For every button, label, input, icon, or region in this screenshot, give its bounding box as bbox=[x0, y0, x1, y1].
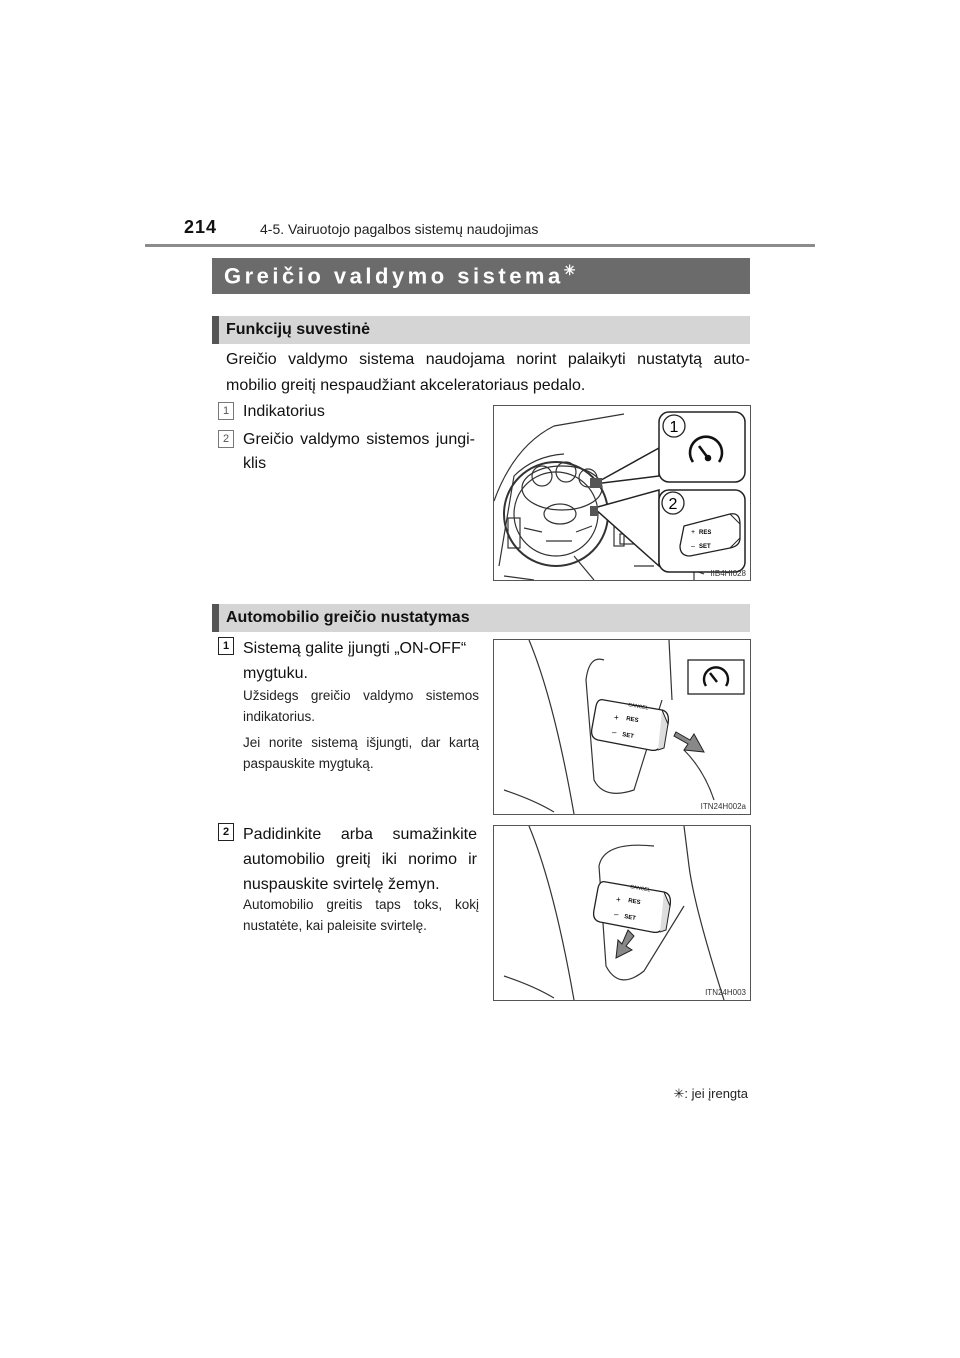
footnote bbox=[674, 1086, 749, 1102]
down-arrow-icon bbox=[616, 930, 634, 958]
svg-text:–: – bbox=[614, 910, 619, 919]
main-title-bar bbox=[212, 258, 750, 294]
svg-text:RES: RES bbox=[627, 898, 641, 907]
setting-heading: Automobilio greičio nustatymas bbox=[226, 609, 470, 626]
footnote-text: : jei įrengta bbox=[684, 1086, 748, 1101]
setting-heading-bar bbox=[212, 604, 750, 632]
step-2-text: Padidinkite arba sumažinkite automobilio greitį iki norimo ir nuspauskite svirtelę žemyn. bbox=[243, 826, 477, 893]
dashboard-illustration bbox=[494, 406, 750, 580]
figure-code: ITN24H003 bbox=[705, 988, 746, 997]
on-off-figure bbox=[493, 639, 751, 815]
summary-heading: Funkcijų suvestinė bbox=[226, 321, 371, 338]
summary-heading-bar bbox=[212, 316, 750, 344]
cruise-lever bbox=[594, 882, 671, 933]
svg-text:RES: RES bbox=[699, 530, 712, 536]
svg-text:CANCEL: CANCEL bbox=[629, 884, 651, 894]
page-title: Greičio valdymo sistema bbox=[224, 263, 564, 289]
svg-text:+: + bbox=[614, 713, 619, 722]
set-speed-illustration bbox=[494, 826, 750, 1000]
item-number-2: 2 bbox=[218, 430, 234, 448]
page-number: 214 bbox=[184, 217, 218, 237]
svg-text:+: + bbox=[691, 529, 696, 536]
header-divider bbox=[145, 244, 815, 247]
svg-text:CANCEL: CANCEL bbox=[627, 702, 649, 712]
figure-code: IIB4HI028 bbox=[710, 569, 746, 578]
step-1-text: Sistemą galite įjungti „ON-OFF“ mygtuku. bbox=[243, 640, 467, 682]
set-speed-figure bbox=[493, 825, 751, 1001]
callout-1: 1 bbox=[669, 419, 679, 436]
svg-text:+: + bbox=[616, 895, 621, 904]
step-number-1: 1 bbox=[218, 637, 234, 655]
svg-text:–: – bbox=[612, 728, 617, 737]
on-off-illustration bbox=[494, 640, 750, 814]
step-2-note-1: Automobilio greitis taps toks, kokį nustatėte, kai paleisite svirtelę. bbox=[243, 897, 479, 933]
step-1-note-1: Užsidegs greičio valdymo sistemos indikatorius. bbox=[243, 688, 479, 724]
press-arrow-icon bbox=[674, 732, 704, 752]
item-label-indicator: Indikatorius bbox=[243, 403, 325, 420]
item-number-1: 1 bbox=[218, 402, 234, 420]
cruise-lever bbox=[592, 700, 669, 751]
item-label-switch: Greičio valdymo sistemos jungi-klis bbox=[243, 431, 475, 472]
figure-code: ITN24H002a bbox=[700, 802, 746, 811]
step-number-2: 2 bbox=[218, 823, 234, 841]
summary-intro: Greičio valdymo sistema naudojama norint palaikyti nustatytą auto-mobilio greitį nespaudžiant akceleratoriaus pedalo. bbox=[226, 351, 750, 394]
svg-text:SET: SET bbox=[623, 914, 637, 922]
equipment-mark: ✳ bbox=[563, 262, 576, 278]
step-1-note-2: Jei norite sistemą išjungti, dar kartą paspauskite mygtuką. bbox=[243, 735, 479, 771]
callout-2: 2 bbox=[668, 496, 678, 513]
svg-text:SET: SET bbox=[699, 544, 711, 550]
svg-text:RES: RES bbox=[625, 716, 639, 725]
footnote-mark: ✳ bbox=[673, 1086, 685, 1101]
dashboard-figure bbox=[493, 405, 751, 581]
svg-text:–: – bbox=[691, 543, 695, 550]
section-title: 4-5. Vairuotojo pagalbos sistemų naudojimas bbox=[260, 221, 539, 237]
svg-text:SET: SET bbox=[621, 732, 635, 740]
